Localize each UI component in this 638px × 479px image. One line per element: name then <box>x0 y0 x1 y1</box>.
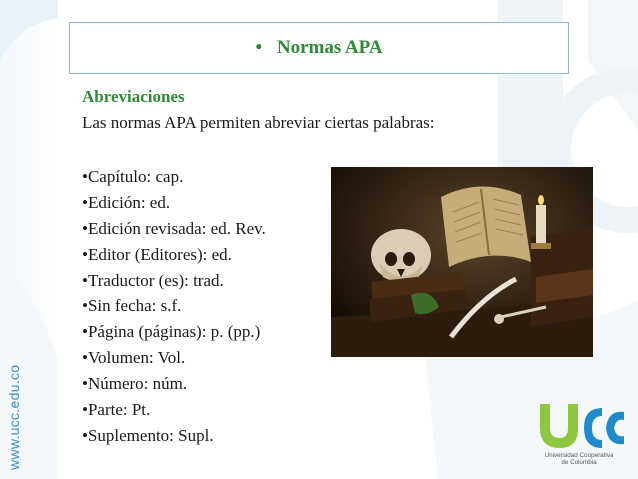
list-item: •Suplemento: Supl. <box>82 425 214 445</box>
caption-line-2: de Colombia <box>561 459 597 466</box>
still-life-skull-icon <box>331 167 593 357</box>
list-item: •Traductor (es): trad. <box>82 270 224 290</box>
title-box <box>69 22 569 74</box>
list-item: •Número: núm. <box>82 374 188 394</box>
abbreviation-list <box>82 164 266 449</box>
list-item: •Edición: ed. <box>82 192 171 212</box>
intro-text: Las normas APA permiten abreviar ciertas palabras: <box>82 113 435 132</box>
list-item: •Parte: Pt. <box>82 400 151 420</box>
ucc-logo-icon <box>532 398 626 454</box>
list-item: •Editor (Editores): ed. <box>82 244 232 264</box>
title-bullet: • <box>255 37 263 58</box>
slide-title <box>255 37 382 59</box>
list-item: •Sin fecha: s.f. <box>82 296 182 316</box>
vertical-url-text: www.ucc.edu.co <box>6 364 22 470</box>
list-item: •Página (páginas): p. (pp.) <box>82 322 261 342</box>
slide-title-text: Normas APA <box>276 37 383 58</box>
left-band <box>0 0 58 479</box>
section-heading: Abreviaciones <box>82 87 185 106</box>
list-item: •Volumen: Vol. <box>82 348 186 368</box>
list-item: •Capítulo: cap. <box>82 167 184 186</box>
still-life-painting <box>331 167 593 357</box>
ucc-logo-caption <box>526 452 632 466</box>
list-item: •Edición revisada: ed. Rev. <box>82 218 266 238</box>
caption-line-1: Universidad Cooperativa <box>544 452 614 459</box>
